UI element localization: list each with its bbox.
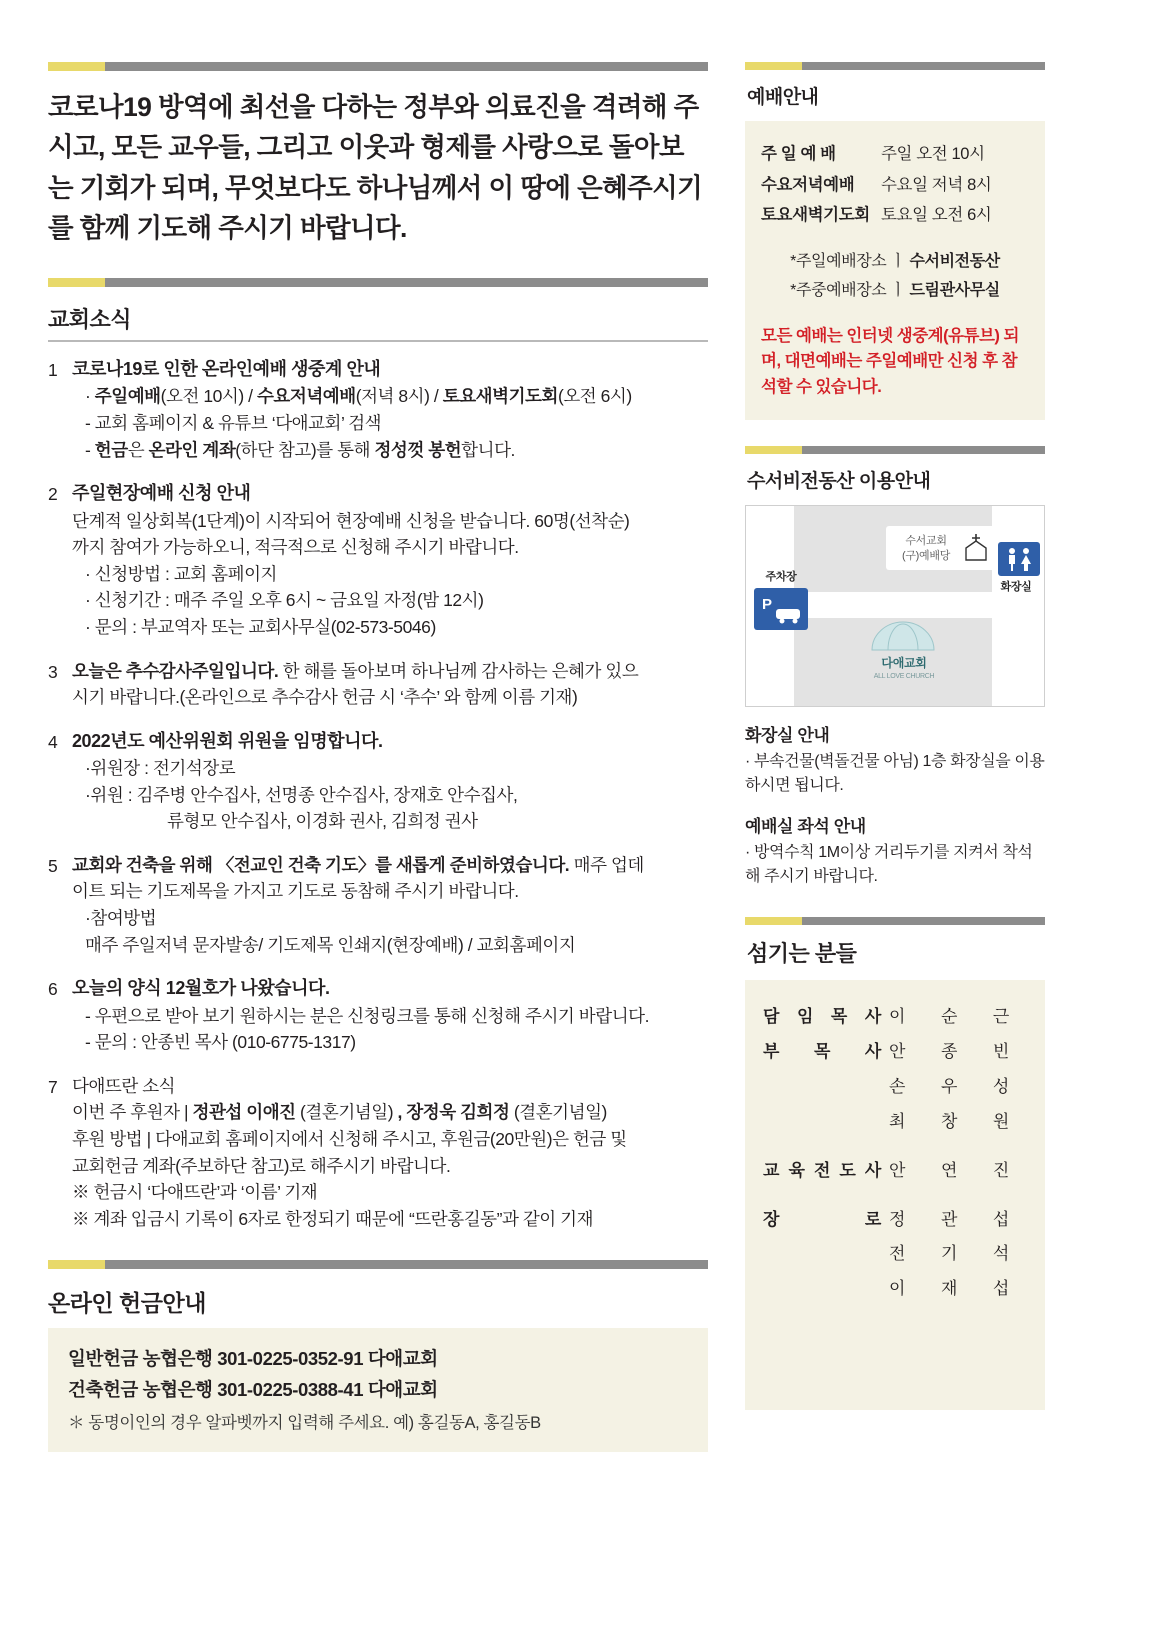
servants-name: [881, 1272, 1027, 1307]
offering-line-general: 일반헌금 농협은행 301-0225-0352-91 다애교회: [68, 1348, 438, 1370]
servants-spacer: [763, 1189, 1027, 1203]
servants-row: [763, 1035, 1027, 1070]
venue-seating-head: 예배실 좌석 안내: [745, 817, 866, 837]
servants-name-char: 근: [992, 1007, 1009, 1027]
lead-paragraph: 코로나19 방역에 최선을 다하는 정부와 의료진을 격려해 주시고, 모든 교우들, 그리고 이웃과 형제를 사랑으로 돌아보는 기회가 되며, 무엇보다도 하나님께서 이 땅에 은혜주시기를 함께 기도해 주시기 바랍니다.: [48, 92, 703, 243]
servants-name-char: 창: [940, 1111, 958, 1131]
map-church-label: 수서교회 (구)예배당: [901, 535, 951, 562]
news-item-body: [72, 356, 708, 463]
news-item-number: 7: [48, 1076, 58, 1097]
map-road-right: [992, 506, 1045, 707]
section-rule-venue: [745, 446, 1045, 454]
servants-row: [763, 1105, 1027, 1140]
news-item: [48, 728, 708, 835]
section-rule-servants: [745, 917, 1045, 925]
svg-text:P: P: [762, 596, 773, 614]
news-item: [48, 1073, 708, 1233]
servants-row: [763, 1070, 1027, 1105]
news-item: [48, 658, 708, 711]
news-line: · 신청방법 : 교회 홈페이지: [85, 563, 277, 584]
venue-title: 수서비전동산 이용안내: [747, 471, 931, 493]
servants-role-char: 사: [864, 1007, 881, 1027]
servants-role: [763, 1035, 881, 1070]
news-item-body: [72, 480, 708, 640]
news-item: [48, 852, 708, 958]
rule-gray: [105, 62, 708, 71]
servants-role-char: 목: [813, 1042, 831, 1062]
rule-gray: [802, 917, 1045, 925]
servants-name-char: 안: [889, 1042, 906, 1062]
rule-yellow: [48, 62, 105, 71]
servants-spacer: [763, 1140, 1027, 1154]
servants-role-char: 로: [864, 1209, 881, 1229]
news-line: 류형모 안수집사, 이경화 권사, 김희정 권사: [167, 811, 478, 832]
worship-place-weekday-label: *주중예배장소 ㅣ: [790, 282, 910, 300]
servants-name-char: 연: [940, 1160, 958, 1180]
news-item-body: [72, 658, 708, 711]
servants-row: [763, 1272, 1027, 1307]
news-line: 교회헌금 계좌(주보하단 참고)로 해주시기 바랍니다.: [72, 1155, 451, 1176]
servants-role-char: 사: [864, 1042, 881, 1062]
offering-box: [48, 1328, 708, 1452]
news-line: · 신청기간 : 매주 주일 오후 6시 ~ 금요일 자정(밤 12시): [85, 590, 484, 611]
servants-name-char: 손: [889, 1077, 906, 1097]
news-line: 이트 되는 기도제목을 가지고 기도로 동참해 주시기 바랍니다.: [72, 881, 519, 902]
restroom-icon: [998, 542, 1040, 576]
servants-row: [763, 1154, 1027, 1189]
rule-yellow: [48, 278, 105, 287]
servants-title: 섬기는 분들: [747, 941, 857, 967]
worship-place-sunday-label: *주일예배장소 ㅣ: [790, 252, 910, 270]
servants-list: [763, 1000, 1027, 1307]
rule-gray: [802, 446, 1045, 454]
news-item-number: 5: [48, 855, 58, 876]
servants-role-char: 도: [839, 1160, 856, 1180]
servants-name: [881, 1203, 1027, 1238]
servants-name-char: 빈: [992, 1042, 1009, 1062]
news-line: 까지 참여가 가능하오니, 적극적으로 신청해 주시기 바랍니다.: [72, 537, 519, 558]
servants-role-char: 장: [763, 1209, 780, 1229]
servants-role-char: 담: [763, 1007, 780, 1027]
worship-place-weekday: [761, 276, 1029, 306]
left-column: [48, 62, 708, 1452]
parking-icon: [754, 588, 808, 630]
servants-role-char: 임: [796, 1007, 814, 1027]
rule-yellow: [48, 1260, 105, 1269]
news-item-number: 1: [48, 360, 58, 381]
news-line: 오늘의 양식 12월호가 나왔습니다.: [72, 978, 330, 999]
servants-role-char: 육: [788, 1160, 805, 1180]
servants-name-char: 원: [992, 1111, 1009, 1131]
rule-yellow: [745, 446, 802, 454]
offering-title: 온라인 헌금안내: [48, 1290, 206, 1317]
servants-row: [763, 1203, 1027, 1238]
parking-label: 주차장: [765, 571, 797, 584]
worship-row-name: 토요새벽기도회: [761, 206, 870, 225]
worship-places: [761, 247, 1029, 306]
servants-role-char: 목: [830, 1007, 848, 1027]
servants-name-char: 이: [889, 1007, 906, 1027]
worship-row-name: 수요저녁예배: [761, 175, 855, 194]
servants-role-char: 부: [763, 1042, 780, 1062]
worship-place-sunday-value: 수서비전동산: [909, 252, 1000, 270]
rule-gray: [105, 278, 708, 287]
news-line: 다애뜨란 소식: [72, 1075, 176, 1096]
news-line: 교회와 건축을 위해 〈전교인 건축 기도〉를 새롭게 준비하였습니다. 매주 업데: [72, 854, 644, 875]
venue-map: [745, 505, 1045, 707]
worship-row-time: 토요일 오전 6시: [881, 206, 992, 225]
servants-row: [763, 1237, 1027, 1272]
worship-schedule: [761, 139, 1029, 231]
servants-name-char: 순: [940, 1007, 958, 1027]
news-line: ※ 헌금시 ‘다애뜨란’과 ‘이름’ 기재: [72, 1182, 318, 1203]
section-rule-top: [48, 62, 708, 71]
map-logo-sub: ALL LOVE CHURCH: [873, 673, 935, 681]
worship-row-time: 주일 오전 10시: [881, 145, 985, 163]
servants-role: [763, 1154, 881, 1189]
servants-role-char: 교: [763, 1160, 780, 1180]
news-item-body: [72, 852, 708, 958]
news-item: [48, 356, 708, 463]
venue-seating-body: · 방역수칙 1M이상 거리두기를 지켜서 착석해 주시기 바랍니다.: [745, 844, 1033, 886]
news-line: 이번 주 후원자 | 정관섭 이애진 (결혼기념일) , 장정욱 김희정 (결혼기념일): [72, 1102, 607, 1123]
servants-name-char: 종: [940, 1042, 958, 1062]
news-line: · 문의 : 부교역자 또는 교회사무실(02-573-5046): [85, 616, 436, 637]
servants-role: [763, 1000, 881, 1035]
news-line: ·위원 : 김주병 안수집사, 선명종 안수집사, 장재호 안수집사,: [85, 784, 518, 805]
news-item-body: [72, 728, 708, 835]
rule-yellow: [745, 917, 802, 925]
worship-place-sunday: [761, 247, 1029, 277]
worship-row-name: 주 일 예 배: [761, 145, 836, 163]
worship-row-time: 수요일 저녁 8시: [881, 175, 992, 194]
servants-name-char: 기: [940, 1244, 958, 1264]
rule-gray: [105, 1260, 708, 1269]
worship-row: [761, 200, 1029, 231]
news-line: 코로나19로 인한 온라인예배 생중계 안내: [72, 359, 381, 380]
servants-name: [881, 1035, 1027, 1070]
news-line: - 우편으로 받아 보기 원하시는 분은 신청링크를 통해 신청해 주시기 바랍니다.: [85, 1005, 650, 1026]
servants-name-char: 관: [940, 1209, 958, 1229]
servants-name: [881, 1154, 1027, 1189]
map-logo-main: 다애교회: [881, 656, 927, 671]
news-line: - 교회 홈페이지 & 유튜브 ‘다애교회’ 검색: [85, 413, 382, 434]
servants-name-char: 이: [889, 1279, 906, 1299]
news-title: 교회소식: [48, 307, 132, 333]
servants-name-char: 성: [992, 1077, 1009, 1097]
news-line: ※ 계좌 입금시 기록이 6자로 한정되기 때문에 “뜨란홍길동”과 같이 기재: [72, 1208, 594, 1229]
news-line: 2022년도 예산위원회 위원을 임명합니다.: [72, 730, 383, 751]
worship-row: [761, 170, 1029, 201]
servants-name-char: 안: [889, 1160, 906, 1180]
news-list: [48, 356, 708, 1232]
news-item-number: 2: [48, 484, 58, 505]
news-line: 시기 바랍니다.(온라인으로 추수감사 헌금 시 ‘추수’ 와 함께 이름 기재): [72, 687, 578, 708]
worship-place-weekday-value: 드림관사무실: [909, 282, 1000, 300]
worship-notice: 모든 예배는 인터넷 생중계(유튜브) 되며, 대면예배는 주일예배만 신청 후 참석할 수 있습니다.: [761, 326, 1019, 396]
servants-name-char: 최: [889, 1111, 906, 1131]
worship-row: [761, 139, 1029, 170]
servants-name-char: 진: [992, 1160, 1009, 1180]
servants-name: [881, 1070, 1027, 1105]
venue-restroom-section: [745, 721, 1045, 798]
servants-name-char: 정: [889, 1209, 906, 1229]
news-divider: [48, 340, 708, 342]
news-line: ·참여방법: [85, 908, 157, 929]
servants-row: [763, 1000, 1027, 1035]
news-line: 주일현장예배 신청 안내: [72, 483, 251, 504]
worship-box: [745, 121, 1045, 420]
servants-name-char: 우: [940, 1077, 958, 1097]
venue-restroom-body: · 부속건물(벽돌건물 아님) 1층 화장실을 이용하시면 됩니다.: [745, 753, 1045, 795]
news-item: [48, 975, 708, 1056]
venue-seating-section: [745, 812, 1045, 889]
right-column: [745, 62, 1045, 1410]
section-rule-worship: [745, 62, 1045, 70]
servants-name-char: 섭: [992, 1279, 1009, 1299]
servants-name: [881, 1000, 1027, 1035]
servants-name-char: 전: [889, 1244, 906, 1264]
news-item: [48, 480, 708, 640]
news-line: 후원 방법 | 다애교회 홈페이지에서 신청해 주시고, 후원금(20만원)은 헌금 및: [72, 1128, 627, 1149]
servants-name-char: 섭: [992, 1209, 1009, 1229]
news-item-number: 3: [48, 661, 58, 682]
news-item-number: 4: [48, 731, 58, 752]
section-rule-news: [48, 278, 708, 287]
restroom-label: 화장실: [1000, 581, 1032, 594]
venue-restroom-head: 화장실 안내: [745, 726, 830, 746]
news-line: - 문의 : 안종빈 목사 (010-6775-1317): [85, 1032, 356, 1053]
news-line: 매주 주일저녁 문자발송/ 기도제목 인쇄지(현장예배) / 교회홈페이지: [85, 934, 576, 955]
servants-role: [763, 1203, 881, 1238]
servants-name: [881, 1237, 1027, 1272]
servants-role-char: 사: [864, 1160, 881, 1180]
news-line: ·위원장 : 전기석장로: [85, 758, 236, 779]
offering-line-building: 건축헌금 농협은행 301-0225-0388-41 다애교회: [68, 1378, 438, 1400]
news-line: · 주일예배(오전 10시) / 수요저녁예배(저녁 8시) / 토요새벽기도회(오전 6시): [85, 386, 632, 407]
news-item-number: 6: [48, 979, 58, 1000]
servants-role-char: 전: [813, 1160, 831, 1180]
servants-name-char: 재: [940, 1279, 958, 1299]
rule-gray: [802, 62, 1045, 70]
offering-note: ＊ 동명이인의 경우 알파벳까지 입력해 주세요. 예) 홍길동A, 홍길동B: [68, 1414, 541, 1433]
rule-yellow: [745, 62, 802, 70]
news-line: - 헌금은 온라인 계좌(하단 참고)를 통해 정성껏 봉헌합니다.: [85, 439, 515, 460]
section-rule-offering: [48, 1260, 708, 1269]
servants-box: [745, 980, 1045, 1410]
vision-hall-icon: [868, 614, 938, 654]
worship-title: 예배안내: [747, 87, 819, 108]
news-item-body: [72, 1073, 708, 1233]
servants-name: [881, 1105, 1027, 1140]
servants-name-char: 석: [992, 1244, 1009, 1264]
news-line: 단계적 일상회복(1단계)이 시작되어 현장예배 신청을 받습니다. 60명(선착순): [72, 510, 630, 531]
news-line: 오늘은 추수감사주일입니다. 한 해를 돌아보며 하나님께 감사하는 은혜가 있으: [72, 660, 639, 681]
news-item-body: [72, 975, 708, 1056]
church-icon: [962, 532, 990, 562]
